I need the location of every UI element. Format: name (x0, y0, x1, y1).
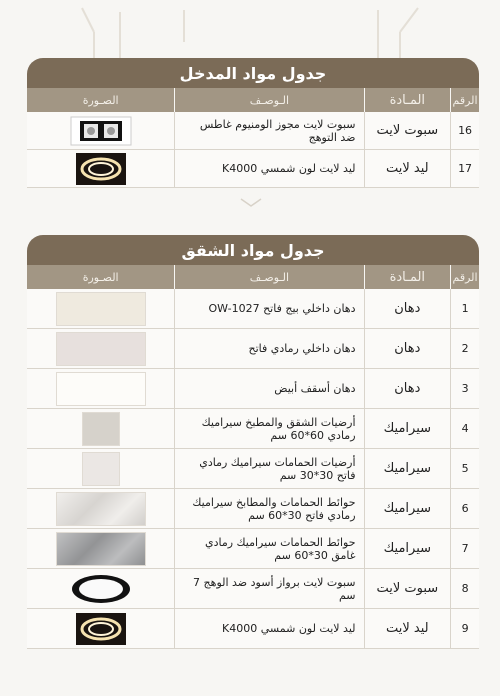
row-description: دهان داخلي بيج فاتح OW-1027 (174, 289, 363, 328)
entrance-column-headers (27, 88, 479, 112)
row-description: سبوت لايت برواز أسود ضد الوهج 7 سم (174, 569, 363, 608)
row-description: ليد لايت لون شمسي K4000 (174, 609, 363, 648)
row-material: ليد لايت (364, 150, 451, 187)
row-material: دهان (364, 369, 451, 408)
row-material: دهان (364, 289, 451, 328)
row-material: ليد لايت (364, 609, 451, 648)
row-image (27, 489, 174, 528)
col-description: الـوصـف (174, 265, 363, 289)
col-image: الصـورة (82, 93, 119, 107)
row-image (27, 609, 174, 648)
row-description: دهان داخلي رمادي فاتح (174, 329, 363, 368)
apartment-table-title: جدول مواد الشقق (27, 235, 479, 265)
entrance-table-title: جدول مواد المدخل (27, 58, 479, 88)
row-image (27, 369, 174, 408)
row-material: سيراميك (364, 449, 451, 488)
row-material: سيراميك (364, 409, 451, 448)
row-image (27, 329, 174, 368)
beige-paint-swatch (56, 292, 146, 326)
row-num: 3 (450, 369, 479, 408)
col-num: الرقم (450, 265, 479, 289)
row-num: 16 (450, 112, 479, 149)
light-marble-wall-tile (56, 492, 146, 526)
table-row (27, 329, 479, 369)
row-material: سبوت لايت (364, 569, 451, 608)
light-gray-paint-swatch (56, 332, 146, 366)
row-image (27, 112, 174, 149)
table-row (27, 489, 479, 529)
led-strip-icon (76, 613, 126, 645)
row-material: سيراميك (364, 529, 451, 568)
row-material: سبوت لايت (364, 112, 451, 149)
row-num: 5 (450, 449, 479, 488)
row-image (27, 449, 174, 488)
table-row (27, 112, 479, 150)
row-image (27, 150, 174, 187)
table-row (27, 150, 479, 188)
row-description: حوائط الحمامات سيراميك رمادي غامق 30*60 سم (174, 529, 363, 568)
led-strip-icon (76, 153, 126, 185)
apartment-column-headers (27, 265, 479, 289)
table-row (27, 569, 479, 609)
double-spotlight-icon (70, 116, 132, 146)
row-material: دهان (364, 329, 451, 368)
col-num: الرقم (450, 88, 479, 112)
chevron-down-icon (240, 198, 262, 208)
dark-marble-wall-tile (56, 532, 146, 566)
table-row (27, 529, 479, 569)
col-material: المـادة (364, 88, 451, 112)
table-row (27, 409, 479, 449)
row-image (27, 569, 174, 608)
black-spotlight-icon (70, 573, 132, 605)
white-paint-swatch (56, 372, 146, 406)
col-material: المـادة (364, 265, 451, 289)
entrance-materials-table (27, 58, 479, 188)
gray-ceramic-tile (82, 412, 120, 446)
light-gray-ceramic-tile (82, 452, 120, 486)
row-image (27, 529, 174, 568)
row-num: 1 (450, 289, 479, 328)
table-row (27, 609, 479, 649)
table-row (27, 289, 479, 329)
col-description: الـوصـف (174, 88, 363, 112)
row-image (27, 289, 174, 328)
row-description: أرضيات الشقق والمطبخ سيراميك رمادي 60*60 سم (174, 409, 363, 448)
row-num: 8 (450, 569, 479, 608)
row-num: 4 (450, 409, 479, 448)
row-description: حوائط الحمامات والمطابخ سيراميك رمادي فاتح 30*60 سم (174, 489, 363, 528)
decorative-header-lines (0, 0, 500, 60)
row-material: سيراميك (364, 489, 451, 528)
row-description: دهان أسقف أبيض (174, 369, 363, 408)
table-row (27, 449, 479, 489)
col-image: الصـورة (82, 270, 119, 284)
row-num: 6 (450, 489, 479, 528)
row-num: 2 (450, 329, 479, 368)
row-description: سبوت لايت مجوز الومنيوم غاطس ضد التوهج (174, 112, 363, 149)
row-image (27, 409, 174, 448)
row-num: 17 (450, 150, 479, 187)
apartment-materials-table (27, 235, 479, 649)
row-num: 9 (450, 609, 479, 648)
row-description: ليد لايت لون شمسي K4000 (174, 150, 363, 187)
table-row (27, 369, 479, 409)
row-description: أرضيات الحمامات سيراميك رمادي فاتح 30*30 سم (174, 449, 363, 488)
row-num: 7 (450, 529, 479, 568)
